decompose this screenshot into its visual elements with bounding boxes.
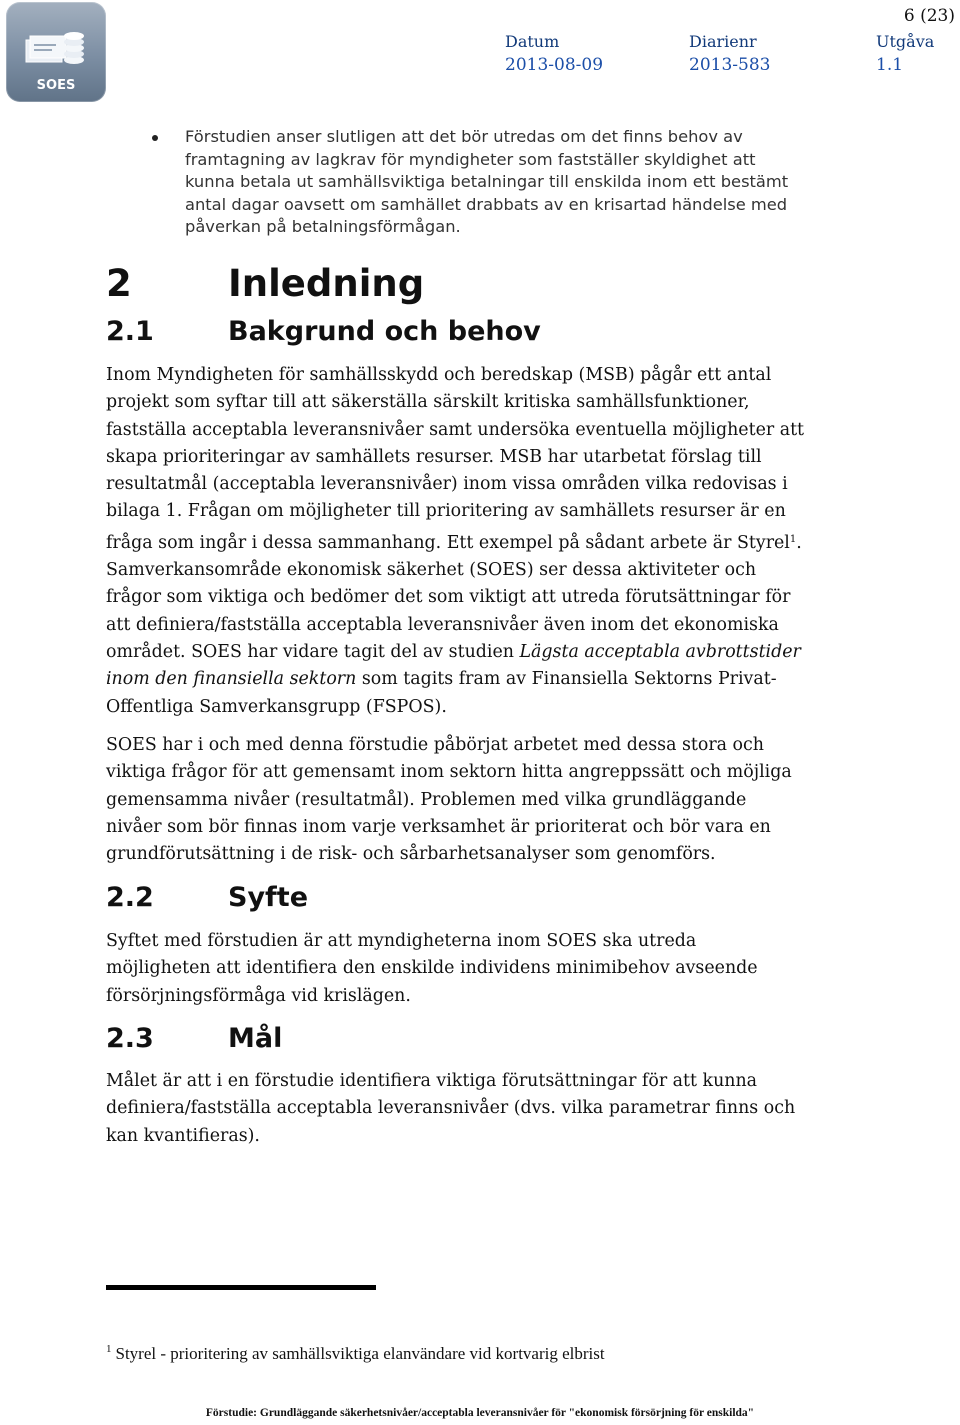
paragraph <box>106 362 806 721</box>
section-heading-2-1 <box>106 316 541 347</box>
text-run: Inom Myndigheten för samhällsskydd och beredskap (MSB) pågår ett antal projekt som syftar till att säkerställa särskilt kritiska samhällsfunktioner, fastställa acceptabla leveransnivåer samt undersöka eventuella möjligheter att skapa prioriteringar av samhällets resurser. MSB har utarbetat förslag till resultatmål (acceptabla leveransnivåer) inom vissa områden vilka redovisas i bilaga 1. Frågan om möjligheter till prioritering av samhällets resurser är en fråga som ingår i dessa sammanhang. Ett exempel på sådant arbete är Styrel <box>106 365 805 553</box>
section-2-1-body <box>106 362 806 721</box>
paragraph: SOES har i och med denna förstudie påbörjat arbetet med dessa stora och viktiga frågor för att gemensamt inom sektorn hitta angreppssätt och möjliga gemensamma nivåer (resultatmål). Problemen med vilka grundläggande nivåer som bör finnas inom varje verksamhet är prioriterat och bör vara en grundförutsättning i de risk- och sårbarhetsanalyser som genomförs. <box>106 735 792 865</box>
bullet-text: Förstudien anser slutligen att det bör utredas om det finns behov av framtagning av lagkrav för myndigheter som fastställer skyldighet att kunna betala ut samhällsviktiga betalningar till enskilda inom ett bestämt antal dagar oavsett om samhället drabbats av en krisartad händelse med påverkan på betalningsförmågan. <box>185 127 789 236</box>
section-number: 2.3 <box>106 1023 154 1054</box>
section-number: 2.1 <box>106 316 154 347</box>
section-2-1-body-2 <box>106 732 806 868</box>
logo-text: SOES <box>36 78 76 93</box>
footnote-text: Styrel - prioritering av samhällsviktiga elanvändare vid kortvarig elbrist <box>115 1344 605 1363</box>
diarienr-value: 2013-583 <box>689 55 771 75</box>
header-version <box>876 30 934 77</box>
paragraph: Målet är att i en förstudie identifiera viktiga förutsättningar för att kunna definiera/fastställa acceptabla leveransnivåer (dvs. vilka parametrar finns och kan kvantifieras). <box>106 1071 796 1146</box>
section-number: 2 <box>106 262 132 305</box>
soes-logo <box>6 2 106 102</box>
section-heading-2 <box>106 262 424 305</box>
coins-icon <box>24 18 88 74</box>
footnote <box>106 1343 605 1364</box>
section-title: Syfte <box>228 882 309 913</box>
diarienr-label: Diarienr <box>689 32 757 51</box>
bullet-icon <box>152 135 158 141</box>
section-number: 2.2 <box>106 882 154 913</box>
date-value: 2013-08-09 <box>505 55 604 75</box>
footnote-ref[interactable]: 1 <box>789 533 797 545</box>
page-number: 6 (23) <box>903 6 955 26</box>
paragraph: Syftet med förstudien är att myndigheterna inom SOES ska utreda möjligheten att identifiera den enskilde individens minimibehov avseende försörjningsförmåga vid krislägen. <box>106 931 758 1006</box>
section-title: Inledning <box>228 262 425 305</box>
section-title: Mål <box>228 1023 283 1054</box>
footnote-number: 1 <box>106 1343 112 1355</box>
date-label: Datum <box>505 32 560 51</box>
section-heading-2-3 <box>106 1023 282 1054</box>
section-title: Bakgrund och behov <box>228 316 541 347</box>
section-2-2-body <box>106 928 806 1010</box>
header-diarienr <box>689 30 770 77</box>
footnote-separator <box>106 1285 376 1290</box>
text-run: . Samverkansområde ekonomisk säkerhet (SOES) ser dessa aktiviteter och frågor som viktiga och bedömer det som viktigt att utreda förutsättningar för att definiera/fastställa acceptabla leveransnivåer även inom det ekonomiska området. SOES har vidare tagit del av studien <box>106 532 802 662</box>
section-heading-2-2 <box>106 882 308 913</box>
header-date <box>505 30 603 77</box>
bullet-item <box>152 126 792 239</box>
version-label: Utgåva <box>876 32 935 51</box>
section-2-3-body <box>106 1068 806 1150</box>
study-title: Lägsta acceptabla avbrottstider inom den finansiella sektorn <box>106 641 801 690</box>
text-run: som tagits fram av Finansiella Sektorns Privat-Offentliga Samverkansgrupp (FSPOS). <box>106 669 777 717</box>
version-value: 1.1 <box>876 55 904 75</box>
page-footer: Förstudie: Grundläggande säkerhetsnivåer/acceptabla leveransnivåer för "ekonomisk försörjning för enskilda" <box>205 1407 755 1419</box>
